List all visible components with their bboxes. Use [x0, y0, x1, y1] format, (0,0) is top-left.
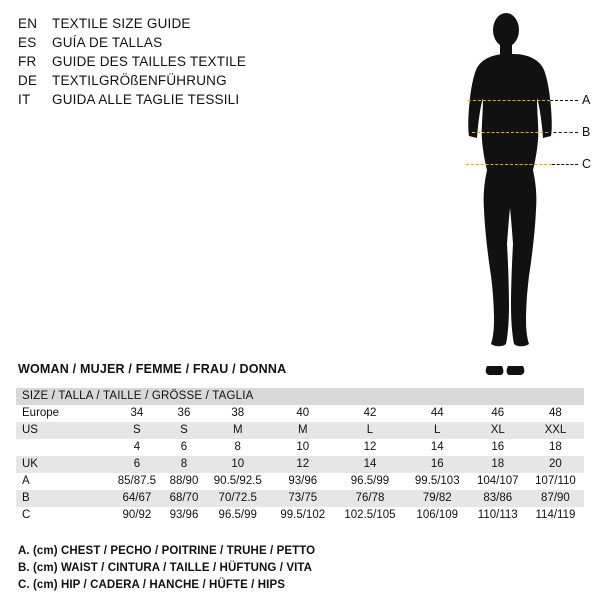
table-cell: L [334, 422, 406, 439]
measure-label-b: B [582, 125, 591, 139]
table-cell: 90.5/92.5 [204, 473, 271, 490]
table-cell: L [406, 422, 469, 439]
legend-line-b: B. (cm) WAIST / CINTURA / TAILLE / HÜFTUNG / VITA [18, 562, 313, 574]
table-cell: 6 [110, 456, 164, 473]
measure-pointer-chest [550, 100, 578, 101]
table-cell: 10 [204, 456, 271, 473]
table-cell: 44 [406, 405, 469, 422]
language-title: TEXTILE SIZE GUIDE [52, 16, 191, 31]
measure-label-a: A [582, 93, 591, 107]
table-cell: S [164, 422, 204, 439]
legend-line-a: A. (cm) CHEST / PECHO / POITRINE / TRUHE / PETTO [18, 545, 316, 557]
table-cell: 99.5/103 [406, 473, 469, 490]
measure-line-hip [466, 164, 552, 165]
measure-line-chest [468, 100, 550, 101]
language-title: GUÍA DE TALLAS [52, 35, 163, 50]
table-cell: 38 [204, 405, 271, 422]
table-cell: M [204, 422, 271, 439]
row-label: B [16, 490, 110, 507]
table-row [16, 405, 584, 422]
table-cell: 64/67 [110, 490, 164, 507]
table-cell: 10 [271, 439, 334, 456]
table-cell: 12 [271, 456, 334, 473]
table-cell: 68/70 [164, 490, 204, 507]
table-cell: 96.5/99 [204, 507, 271, 524]
table-cell: 4 [110, 439, 164, 456]
table-cell: 104/107 [469, 473, 527, 490]
table-cell: 14 [406, 439, 469, 456]
table-row [16, 439, 584, 456]
table-cell: 114/119 [527, 507, 584, 524]
table-cell: 85/87.5 [110, 473, 164, 490]
language-title: TEXTILGRÖßENFÜHRUNG [52, 73, 227, 88]
table-row [16, 507, 584, 524]
language-row [18, 16, 318, 35]
table-cell: 88/90 [164, 473, 204, 490]
table-cell: 99.5/102 [271, 507, 334, 524]
table-cell: 42 [334, 405, 406, 422]
language-code: EN [18, 16, 38, 31]
measurement-legend [18, 543, 315, 594]
language-code: DE [18, 73, 38, 88]
table-cell: 102.5/105 [334, 507, 406, 524]
silhouette-icon [430, 8, 595, 378]
female-silhouette-figure [430, 8, 595, 378]
row-label: A [16, 473, 110, 490]
table-cell: 90/92 [110, 507, 164, 524]
table-cell: 48 [527, 405, 584, 422]
table-cell: 107/110 [527, 473, 584, 490]
table-cell: 34 [110, 405, 164, 422]
language-row [18, 35, 318, 54]
measure-label-c: C [582, 157, 592, 171]
table-cell: 6 [164, 439, 204, 456]
language-code: FR [18, 54, 37, 69]
table-cell: 16 [406, 456, 469, 473]
table-cell: 12 [334, 439, 406, 456]
language-code: IT [18, 92, 31, 107]
table-cell: 70/72.5 [204, 490, 271, 507]
table-cell: 20 [527, 456, 584, 473]
table-cell: 36 [164, 405, 204, 422]
table-cell: M [271, 422, 334, 439]
legend-line-c: C. (cm) HIP / CADERA / HANCHE / HÜFTE / HIPS [18, 579, 286, 591]
language-title: GUIDE DES TAILLES TEXTILE [52, 54, 247, 69]
measure-pointer-hip [552, 164, 578, 165]
table-cell: 18 [527, 439, 584, 456]
size-table [16, 388, 584, 524]
table-cell: 93/96 [271, 473, 334, 490]
table-cell: 83/86 [469, 490, 527, 507]
language-title: GUIDA ALLE TAGLIE TESSILI [52, 92, 240, 107]
measure-line-waist [472, 132, 548, 133]
table-cell: 18 [469, 456, 527, 473]
measure-pointer-waist [548, 132, 578, 133]
table-header-cell: SIZE / TALLA / TAILLE / GRÖSSE / TAGLIA [16, 388, 584, 405]
table-row [16, 473, 584, 490]
table-cell: S [110, 422, 164, 439]
table-row [16, 456, 584, 473]
table-cell: XL [469, 422, 527, 439]
row-label: UK [16, 456, 110, 473]
language-title-list [18, 16, 318, 111]
language-row [18, 92, 318, 111]
table-row [16, 490, 584, 507]
row-label [16, 439, 110, 456]
row-label: Europe [16, 405, 110, 422]
language-row [18, 54, 318, 73]
table-cell: 110/113 [469, 507, 527, 524]
table-caption: WOMAN / MUJER / FEMME / FRAU / DONNA [18, 362, 287, 376]
table-cell: 96.5/99 [334, 473, 406, 490]
table-cell: 106/109 [406, 507, 469, 524]
table-cell: 79/82 [406, 490, 469, 507]
language-row [18, 73, 318, 92]
table-cell: 87/90 [527, 490, 584, 507]
table-cell: 16 [469, 439, 527, 456]
table-cell: XXL [527, 422, 584, 439]
table-cell: 73/75 [271, 490, 334, 507]
table-row [16, 422, 584, 439]
language-code: ES [18, 35, 37, 50]
table-row [16, 388, 584, 405]
table-cell: 14 [334, 456, 406, 473]
table-cell: 93/96 [164, 507, 204, 524]
row-label: US [16, 422, 110, 439]
table-cell: 76/78 [334, 490, 406, 507]
table-cell: 46 [469, 405, 527, 422]
table-cell: 8 [204, 439, 271, 456]
table-cell: 40 [271, 405, 334, 422]
table-cell: 8 [164, 456, 204, 473]
row-label: C [16, 507, 110, 524]
